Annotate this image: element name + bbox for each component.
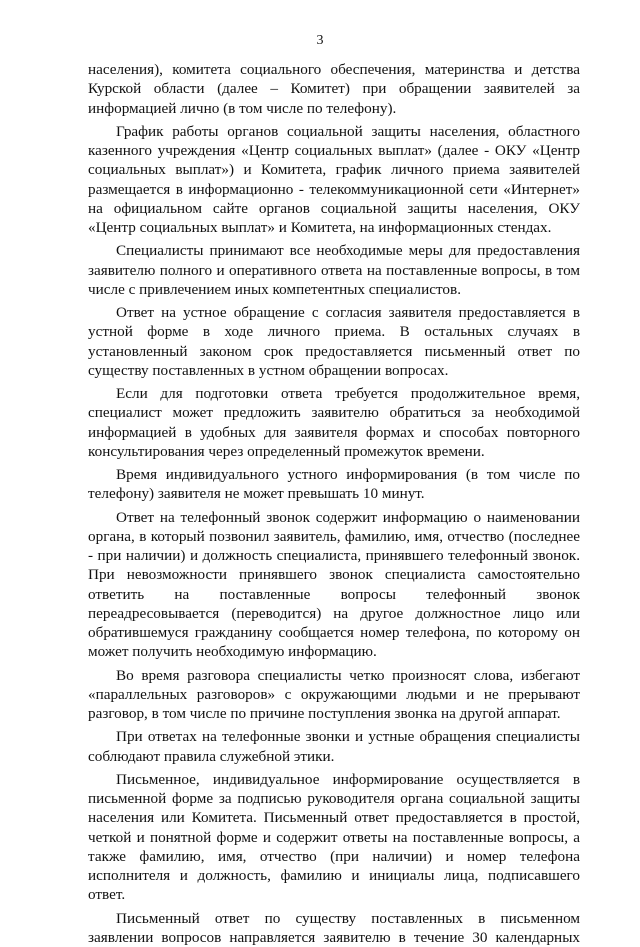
paragraph	[88, 727, 580, 766]
text-line: Если для подготовки ответа требуется продолжительное время,	[88, 384, 580, 403]
text-line: ответ.	[88, 885, 580, 904]
text-line: - при наличии) и должность специалиста, принявшего телефонный звонок.	[88, 546, 580, 565]
text-line: заявлении вопросов направляется заявителю в течение 30 календарных	[88, 928, 580, 947]
text-line: Письменное, индивидуальное информирование осуществляется в	[88, 770, 580, 789]
text-line: Время индивидуального устного информирования (в том числе по	[88, 465, 580, 484]
text-line: График работы органов социальной защиты населения, областного	[88, 122, 580, 141]
text-line: специалист может предложить заявителю обратиться за необходимой	[88, 403, 580, 422]
text-line: четкой и понятной форме и содержит ответы на поставленные вопросы, а	[88, 828, 580, 847]
text-line: ответить на поставленные вопросы телефонный звонок	[88, 585, 580, 604]
text-line: может получить необходимую информацию.	[88, 642, 580, 661]
text-line: информацией в удобных для заявителя формах и способах повторного	[88, 423, 580, 442]
text-line: устной форме в ходе личного приема. В остальных случаях в	[88, 322, 580, 341]
paragraph	[88, 384, 580, 461]
paragraph	[88, 770, 580, 905]
text-line: информацией лично (в том числе по телефону).	[88, 99, 580, 118]
text-line: казенного учреждения «Центр социальных выплат» (далее - ОКУ «Центр	[88, 141, 580, 160]
text-line: обратившемуся гражданину сообщается номер телефона, по которому он	[88, 623, 580, 642]
text-line: При невозможности принявшего звонок специалиста самостоятельно	[88, 565, 580, 584]
paragraph	[88, 60, 580, 118]
text-line: «Центр социальных выплат» и Комитета, на информационных стендах.	[88, 218, 580, 237]
text-line: населения или Комитета. Письменный ответ предоставляется в простой,	[88, 808, 580, 827]
text-line: на официальном сайте органов социальной защиты населения, ОКУ	[88, 199, 580, 218]
page-number: 3	[0, 32, 640, 50]
text-line: установленный законом срок предоставляется письменный ответ по	[88, 342, 580, 361]
text-line: социальных выплат») и Комитета, график личного приема заявителей	[88, 160, 580, 179]
text-line: размещается в информационно - телекоммуникационной сети «Интернет»	[88, 180, 580, 199]
paragraph	[88, 303, 580, 380]
text-line: письменной форме за подписью руководителя органа социальной защиты	[88, 789, 580, 808]
paragraph	[88, 909, 580, 947]
text-line: числе с привлечением иных компетентных специалистов.	[88, 280, 580, 299]
text-line: населения), комитета социального обеспечения, материнства и детства	[88, 60, 580, 79]
text-line: существу поставленных в устном обращении вопросах.	[88, 361, 580, 380]
paragraph	[88, 122, 580, 238]
document-body	[88, 60, 580, 947]
text-line: Письменный ответ по существу поставленных в письменном	[88, 909, 580, 928]
text-line: «параллельных разговоров» с окружающими людьми и не прерывают	[88, 685, 580, 704]
text-line: Во время разговора специалисты четко произносят слова, избегают	[88, 666, 580, 685]
text-line: соблюдают правила служебной этики.	[88, 747, 580, 766]
text-line: Ответ на устное обращение с согласия заявителя предоставляется в	[88, 303, 580, 322]
text-line: При ответах на телефонные звонки и устные обращения специалисты	[88, 727, 580, 746]
text-line: разговор, в том числе по причине поступления звонка на другой аппарат.	[88, 704, 580, 723]
text-line: органа, в который позвонил заявитель, фамилию, имя, отчество (последнее	[88, 527, 580, 546]
text-line: исполнителя и должность, фамилию и инициалы лица, подписавшего	[88, 866, 580, 885]
text-line: телефону) заявителя не может превышать 10 минут.	[88, 484, 580, 503]
paragraph	[88, 241, 580, 299]
text-line: также фамилию, имя, отчество (при наличии) и номер телефона	[88, 847, 580, 866]
paragraph	[88, 465, 580, 504]
text-line: консультирования через определенный промежуток времени.	[88, 442, 580, 461]
text-line: заявителю полного и оперативного ответа на поставленные вопросы, в том	[88, 261, 580, 280]
text-line: Ответ на телефонный звонок содержит информацию о наименовании	[88, 508, 580, 527]
paragraph	[88, 508, 580, 662]
paragraph	[88, 666, 580, 724]
text-line: Специалисты принимают все необходимые меры для предоставления	[88, 241, 580, 260]
text-line: переадресовывается (переводится) на другое должностное лицо или	[88, 604, 580, 623]
text-line: Курской области (далее – Комитет) при обращении заявителей за	[88, 79, 580, 98]
